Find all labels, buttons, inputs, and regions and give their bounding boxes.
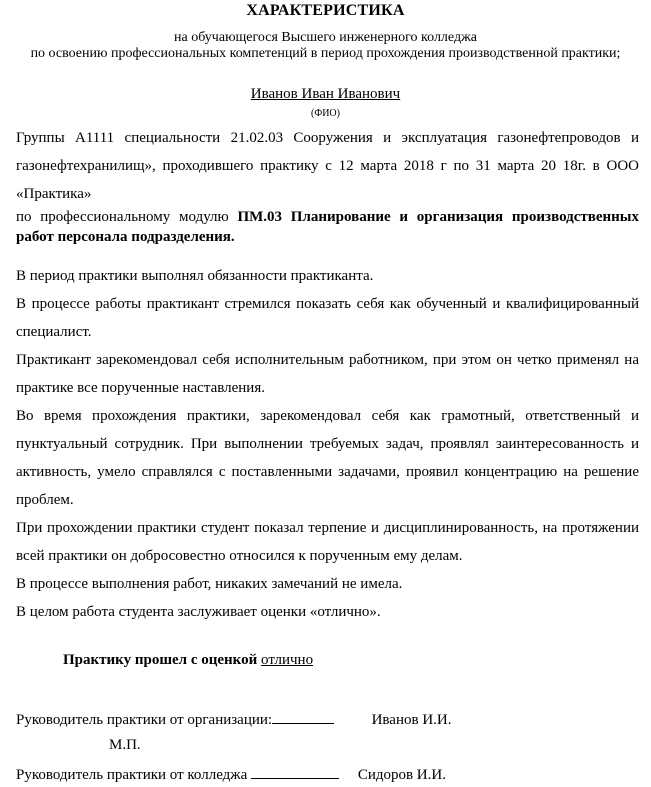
signature-college-name: Сидоров И.И. <box>357 767 446 783</box>
subtitle-line-1: на обучающегося Высшего инженерного колледжа <box>174 30 477 45</box>
signature-org-blank <box>272 709 334 724</box>
module-prefix: по профессиональному модулю <box>16 209 238 225</box>
paragraph-executive: Практикант зарекомендовал себя исполнительным работником, при этом он четко применял на практике все порученные наставления. <box>16 352 639 396</box>
student-name: Иванов Иван Иванович <box>250 86 401 102</box>
grade-label: Практику прошел с оценкой <box>63 652 262 668</box>
signature-college-label: Руководитель практики от колледжа <box>16 767 252 783</box>
student-name-row <box>0 86 651 103</box>
stamp-label: М.П. <box>109 737 141 753</box>
fio-caption: (ФИО) <box>310 108 340 119</box>
module-paragraph <box>16 207 639 247</box>
paragraph-responsible: Во время прохождения практики, зарекомендовал себя как грамотный, ответственный и пунктуальный сотрудник. При выполнении требуемых задач, проявлял заинтересованность и активность, умело справлялся с поставленными задачами, проявил концентрацию на решение проблем. <box>16 408 639 508</box>
paragraph-overall: В целом работа студента заслуживает оценки «отлично». <box>16 604 381 620</box>
signature-org-row <box>16 709 452 729</box>
subtitle-line-2: по освоению профессиональных компетенций в период прохождения производственной практики; <box>30 46 621 61</box>
grade-value: отлично <box>261 652 314 668</box>
paragraph-qualified: В процессе работы практикант стремился показать себя как обученный и квалифицированный специалист. <box>16 296 639 340</box>
paragraph-no-remarks: В процессе выполнения работ, никаких замечаний не имела. <box>16 576 403 592</box>
signature-org-label: Руководитель практики от организации: <box>16 712 273 728</box>
document-title: ХАРАКТЕРИСТИКА <box>246 2 405 19</box>
paragraph-discipline: При прохождении практики студент показал терпение и дисциплинированность, на протяжении всей практики он добросовестно относился к порученным ему делам. <box>16 520 639 564</box>
signature-org-name: Иванов И.И. <box>371 712 452 728</box>
paragraph-duties: В период практики выполнял обязанности практиканта. <box>16 268 374 284</box>
document-subtitle <box>20 30 631 62</box>
signature-college-blank <box>251 764 339 779</box>
module-name: ПМ.03 Планирование и организация производственных работ персонала подразделения. <box>16 209 640 245</box>
group-paragraph: Группы А1111 специальности 21.02.03 Сооружения и эксплуатация газонефтепроводов и газонефтехранилищ», проходившего практику с 12 марта 2018 г по 31 марта 20 18г. в ООО «Практика» <box>16 130 639 202</box>
signature-college-row <box>16 764 446 784</box>
grade-line <box>63 652 313 669</box>
evaluation-paragraphs <box>16 262 639 626</box>
